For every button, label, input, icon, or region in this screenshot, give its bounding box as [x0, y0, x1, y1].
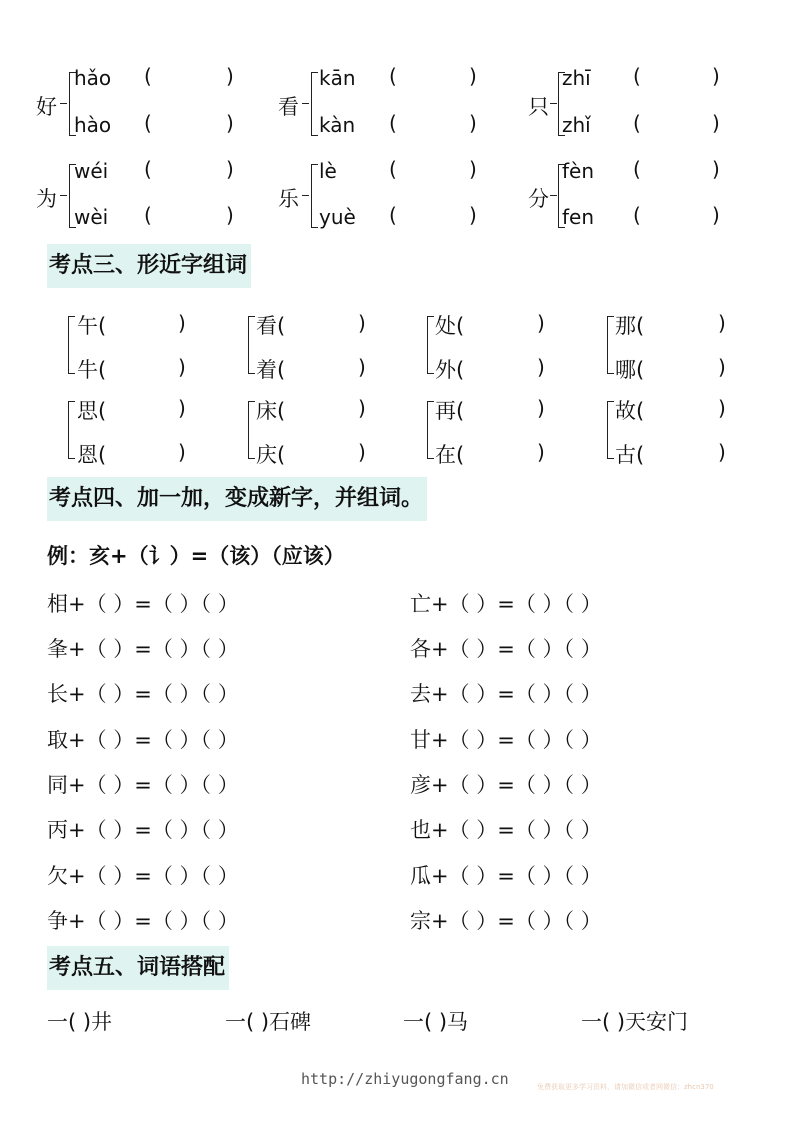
section-title: 考点五、词语搭配: [47, 946, 229, 990]
pinyin-reading: fen: [562, 205, 595, 229]
exercise-row: 亡+（ ）=（ ）（ ）: [410, 592, 602, 616]
brace-icon: [248, 401, 255, 459]
exercise-row: 欠+（ ）=（ ）（ ）: [47, 864, 239, 888]
similar-char: 床(: [256, 399, 286, 423]
brace-icon: [311, 72, 318, 136]
brace-icon: [311, 164, 318, 228]
exercise-row: 彦+（ ）=（ ）（ ）: [410, 773, 602, 797]
polyphone-char: 为: [36, 187, 57, 211]
brace-icon: [607, 401, 614, 459]
similar-char: 那(: [615, 314, 645, 338]
exercise-row: 取+（ ）=（ ）（ ）: [47, 728, 239, 752]
similar-char: 午(: [77, 314, 107, 338]
exercise-row: 长+（ ）=（ ）（ ）: [47, 682, 239, 706]
exercise-row: 去+（ ）=（ ）（ ）: [410, 682, 602, 706]
exercise-row: 夆+（ ）=（ ）（ ）: [47, 637, 239, 661]
exercise-row: 甘+（ ）=（ ）（ ）: [410, 728, 602, 752]
footer-url: http://zhiyugongfang.cn: [301, 1070, 509, 1088]
brace-icon: [607, 316, 614, 374]
pinyin-reading: fèn: [562, 159, 595, 183]
similar-char: 恩(: [77, 443, 107, 467]
brace-icon: [248, 316, 255, 374]
similar-char: 着(: [256, 358, 286, 382]
brace-icon: [427, 401, 434, 459]
section-title: 考点三、形近字组词: [47, 244, 251, 288]
exercise-row: 同+（ ）=（ ）（ ）: [47, 773, 239, 797]
similar-char: 庆(: [256, 443, 286, 467]
pinyin-reading: hǎo: [74, 66, 112, 90]
similar-char: 故(: [615, 399, 645, 423]
pinyin-reading: zhǐ: [562, 113, 591, 137]
similar-char: 再(: [435, 399, 465, 423]
polyphone-char: 好: [36, 95, 57, 119]
pinyin-reading: kàn: [319, 113, 356, 137]
match-item: 一( )马: [403, 1010, 469, 1034]
similar-char: 在(: [435, 443, 465, 467]
exercise-row: 各+（ ）=（ ）（ ）: [410, 637, 602, 661]
match-item: 一( )井: [47, 1010, 113, 1034]
pinyin-reading: yuè: [319, 205, 356, 229]
pinyin-reading: hào: [74, 113, 112, 137]
similar-char: 处(: [435, 314, 465, 338]
similar-char: 看(: [256, 314, 286, 338]
pinyin-reading: wèi: [74, 205, 109, 229]
polyphone-char: 看: [278, 95, 299, 119]
example-line: 例：亥+（讠）=（该）（应该）: [47, 544, 345, 568]
exercise-row: 宗+（ ）=（ ）（ ）: [410, 909, 602, 933]
similar-char: 古(: [615, 443, 645, 467]
polyphone-char: 分: [528, 187, 549, 211]
polyphone-char: 乐: [278, 187, 299, 211]
exercise-row: 争+（ ）=（ ）（ ）: [47, 909, 239, 933]
exercise-row: 相+（ ）=（ ）（ ）: [47, 592, 239, 616]
similar-char: 思(: [77, 399, 107, 423]
polyphone-char: 只: [528, 95, 549, 119]
brace-icon: [68, 316, 75, 374]
exercise-row: 瓜+（ ）=（ ）（ ）: [410, 864, 602, 888]
match-item: 一( )天安门: [581, 1010, 689, 1034]
match-item: 一( )石碑: [225, 1010, 312, 1034]
similar-char: 牛(: [77, 358, 107, 382]
brace-icon: [68, 401, 75, 459]
exercise-row: 丙+（ ）=（ ）（ ）: [47, 818, 239, 842]
similar-char: 哪(: [615, 358, 645, 382]
pinyin-reading: wéi: [74, 159, 109, 183]
section-title: 考点四、加一加，变成新字，并组词。: [47, 477, 427, 521]
pinyin-reading: lè: [319, 159, 337, 183]
exercise-row: 也+（ ）=（ ）（ ）: [410, 818, 602, 842]
brace-icon: [427, 316, 434, 374]
pinyin-reading: zhī: [562, 66, 591, 90]
similar-char: 外(: [435, 358, 465, 382]
footer-note: 免费获取更多学习资料，请加微信或者网微信：zhcn370: [537, 1083, 714, 1091]
pinyin-reading: kān: [319, 66, 356, 90]
